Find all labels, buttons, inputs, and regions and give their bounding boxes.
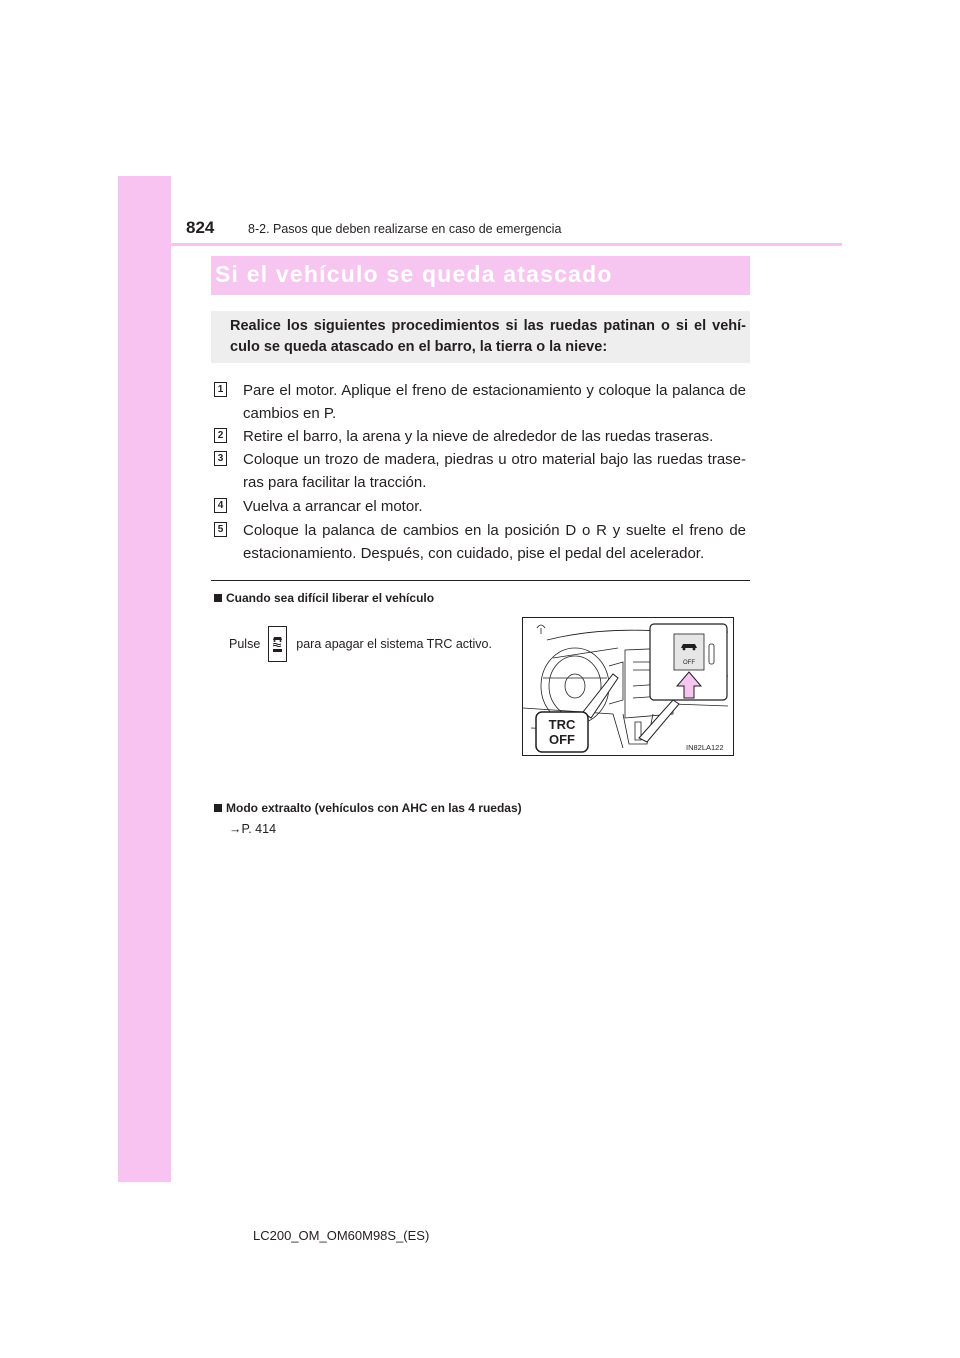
step-5-text: Coloque la palanca de cambios en la posición D o R y suelte el freno de estacionamiento. Después, con cuidado, pise el pedal del acelerador. (243, 522, 746, 562)
bullet-square-icon (214, 804, 222, 812)
step-2-text: Retire el barro, la arena y la nieve de alrededor de las ruedas traseras. (243, 428, 714, 445)
section-divider (211, 580, 750, 581)
trc-off-button-icon (268, 626, 287, 662)
illustration-button-text: OFF (683, 660, 695, 666)
pulse-instruction (229, 626, 492, 662)
pulse-suffix: para apagar el sistema TRC activo. (296, 637, 492, 651)
page-reference: →P. 414 (229, 822, 277, 836)
dashboard-drawing (523, 618, 733, 755)
page-number: 824 (186, 218, 215, 237)
footer-document-code: LC200_OM_OM60M98S_(ES) (253, 1228, 430, 1243)
step-3-text: Coloque un trozo de madera, piedras u otro material bajo las ruedas trase-ras para facilitar la tracción. (243, 451, 746, 491)
step-4-number: 4 (214, 498, 227, 513)
step-4-text: Vuelva a arrancar el motor. (243, 498, 423, 515)
note-2-title: Modo extraalto (vehículos con AHC en las 4 ruedas) (226, 801, 522, 815)
note-1-title: Cuando sea difícil liberar el vehículo (226, 591, 435, 605)
bullet-square-icon (214, 594, 222, 602)
intro-text: Realice los siguientes procedimientos si las ruedas patinan o si el vehí-culo se queda atascado en el barro, la tierra o la nieve: (230, 318, 746, 355)
pulse-prefix: Pulse (229, 637, 261, 651)
step-5-number: 5 (214, 522, 227, 537)
note-2-heading (214, 801, 522, 815)
dashboard-illustration (522, 617, 734, 756)
header-rule (118, 243, 842, 246)
trc-label-line2: OFF (549, 732, 575, 747)
trc-label-line1: TRC (548, 717, 576, 732)
side-tab-bar (118, 176, 171, 1182)
illustration-code: IN82LA122 (686, 743, 724, 752)
page-title: Si el vehículo se queda atascado (215, 261, 613, 287)
step-2-number: 2 (214, 428, 227, 443)
step-1-text: Pare el motor. Aplique el freno de estacionamiento y coloque la palanca de cambios en P. (243, 382, 746, 422)
step-3-number: 3 (214, 451, 227, 466)
note-1-heading (214, 591, 434, 605)
section-header: 8-2. Pasos que deben realizarse en caso de emergencia (248, 222, 562, 236)
step-1-number: 1 (214, 382, 227, 397)
